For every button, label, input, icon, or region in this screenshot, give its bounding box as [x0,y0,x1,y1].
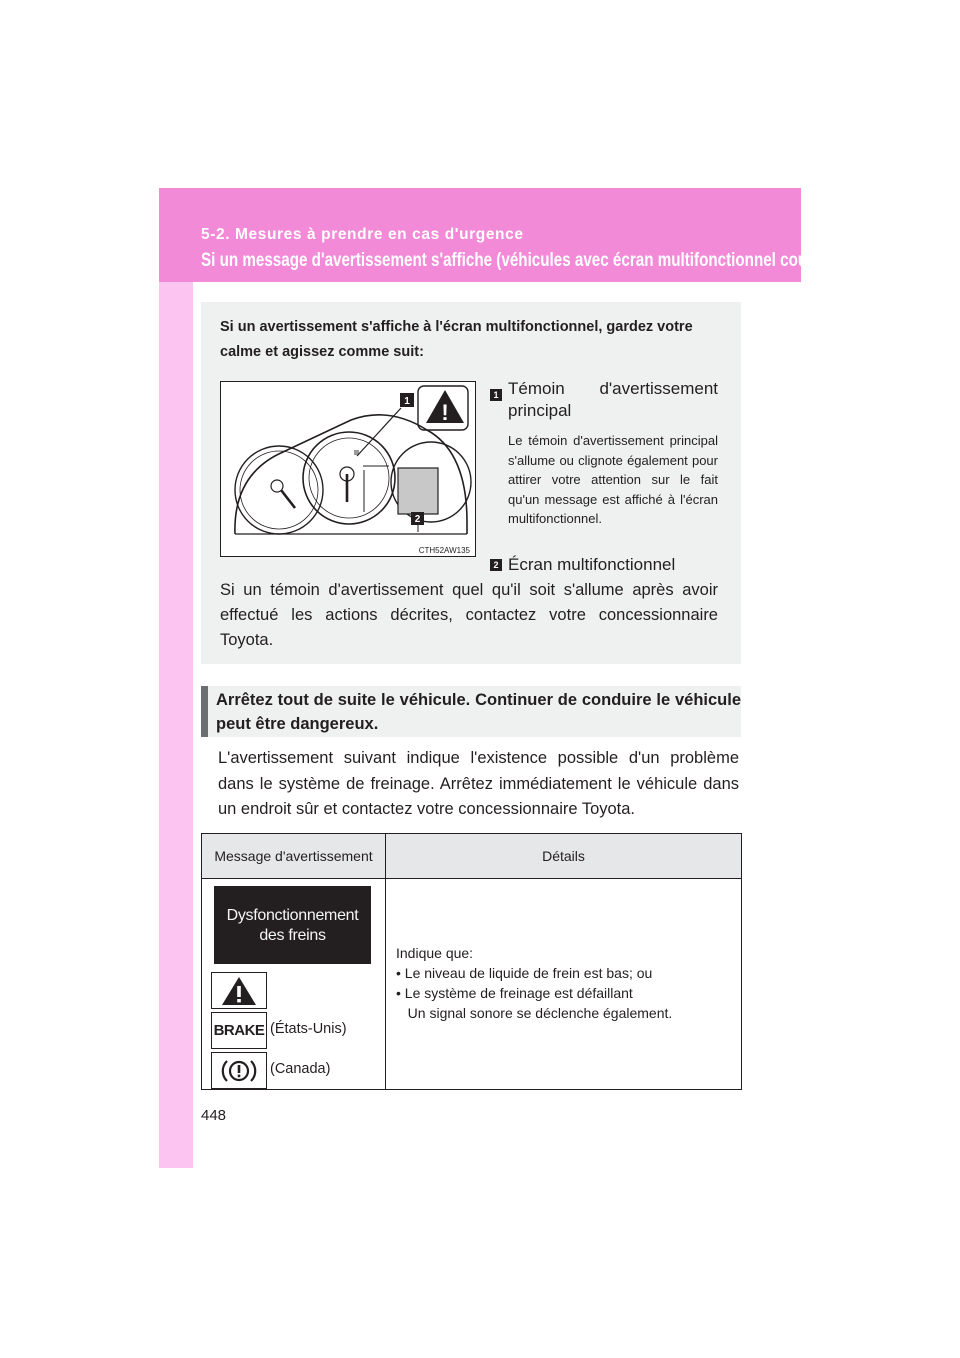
figure-code: CTH52AW135 [418,546,470,555]
table-row [202,879,742,1090]
instrument-cluster-illustration [221,382,475,556]
svg-text:2: 2 [414,514,421,525]
col-details-header: Détails [386,834,742,879]
intro-text: Si un avertissement s'affiche à l'écran multifonctionnel, gardez votre calme et agissez comme suit: [220,319,693,360]
brake-text-icon [211,1012,267,1049]
callout-1-number: 1 [490,389,502,401]
message-cell [202,879,386,1090]
table-header-row [202,834,742,879]
note-text: Si un témoin d'avertissement quel qu'il soit s'allume après avoir effectué les actions décrites, contactez votre concessionnaire Toyota. [220,581,718,649]
brake-icon-text: BRAKE [213,1022,265,1039]
details-cell [386,879,742,1090]
screen-line-2: des freins [259,927,326,944]
page-number: 448 [201,1107,227,1124]
section-title: 5-2. Mesures à prendre en cas d'urgence [201,226,524,243]
brake-circle-icon [211,1052,267,1089]
callout-1-body: Le témoin d'avertissement principal s'allume ou clignote également pour attirer votre attention sur le fait qu'un message est affiché à l'écran multifonctionnel. [508,433,718,526]
instrument-cluster-figure [220,381,476,557]
svg-text:1: 1 [404,396,410,407]
warning-heading [201,686,741,737]
callout-2-title: Écran multifonctionnel [508,555,676,574]
callout-1-title: Témoin d'avertissement principal [508,379,718,420]
label-canada: (Canada) [270,1061,331,1077]
details-line: • Le niveau de liquide de frein est bas; ou [396,965,653,981]
label-usa: (États-Unis) [270,1021,347,1037]
details-line: Un signal sonore se déclenche également. [396,1005,673,1021]
page-title: Si un message d'avertissement s'affiche (véhicules avec écran multifonctionnel couleurs) [201,250,849,271]
warning-table [201,833,742,1090]
screen-line-1: Dysfonctionnement [226,907,359,924]
info-box [201,302,741,664]
warning-triangle-icon [211,972,267,1009]
details-text [396,943,672,1023]
details-line: Indique que: [396,945,474,961]
side-tab-band [159,188,193,1168]
warning-heading-text: Arrêtez tout de suite le véhicule. Continuer de conduire le véhicule peut être dangereux. [216,691,741,733]
svg-text:!: ! [441,400,449,425]
callout-2-number: 2 [490,559,502,571]
details-line: • Le système de freinage est défaillant [396,985,633,1001]
col-message-header: Message d'avertissement [202,834,386,879]
explanation-paragraph: L'avertissement suivant indique l'existence possible d'un problème dans le système de freinage. Arrêtez immédiatement le véhicule dans un endroit sûr et contactez votre concessionnaire Toyota. [218,749,739,818]
display-screen-image [214,886,371,964]
